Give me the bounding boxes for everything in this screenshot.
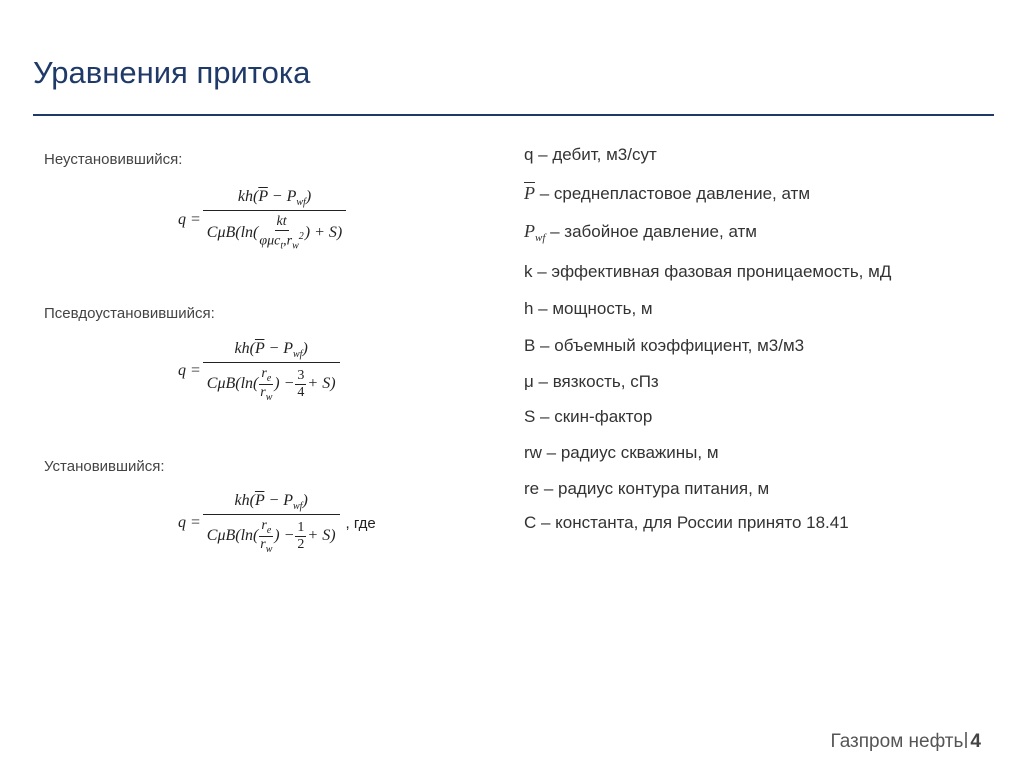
eq-fraction: $kh(\overline{P} - P_{wf})$ CμB(ln( kt $\varphi\mu c_t,r_w^2$ ) + S) <box>203 188 346 252</box>
eq-lhs: q = <box>178 362 201 380</box>
definition-s: S – скин-фактор <box>524 407 653 426</box>
eq-fraction: $kh(\overline{P} - P_{wf})$ CμB(ln( $r_e$ $r_w$ ) − $\frac{3}{4}$ + S) <box>203 340 340 403</box>
definition-rw: rw – радиус скважины, м <box>524 443 719 462</box>
title-divider <box>33 114 994 116</box>
definition-c: C – константа, для России принято 18.41 <box>524 513 849 532</box>
eq-fraction: $kh(\overline{P} - P_{wf})$ CμB(ln( $r_e$ $r_w$ ) − $\frac{1}{2}$ + S) <box>203 492 340 555</box>
label-unsteady: Неустановившийся: <box>44 151 183 168</box>
definition-mu: μ – вязкость, сПз <box>524 372 659 391</box>
equation-pseudo-steady <box>178 340 342 403</box>
eq-lhs: q = <box>178 210 201 228</box>
definition-q: q – дебит, м3/сут <box>524 145 657 164</box>
definition-b: B – объемный коэффициент, м3/м3 <box>524 336 805 355</box>
page-number: 4 <box>970 731 981 752</box>
label-pseudo-steady: Псевдоустановившийся: <box>44 305 215 322</box>
equation-steady <box>178 492 376 555</box>
definition-p-avg: $\overline{P}$ – среднепластовое давление, атм <box>524 183 811 203</box>
footer <box>830 731 981 753</box>
slide-title: Уравнения притока <box>33 55 311 90</box>
footer-company: Газпром нефть <box>830 731 964 752</box>
definition-re: re – радиус контура питания, м <box>524 479 770 498</box>
definition-h: h – мощность, м <box>524 299 653 318</box>
definition-k: k – эффективная фазовая проницаемость, мД <box>524 262 892 281</box>
definition-pwf: $P_{wf}$ – забойное давление, атм <box>524 221 757 245</box>
label-steady: Установившийся: <box>44 458 165 475</box>
equation-unsteady <box>178 188 348 252</box>
footer-separator <box>965 732 967 748</box>
eq-lhs: q = <box>178 514 201 532</box>
where-text: , где <box>345 514 376 532</box>
